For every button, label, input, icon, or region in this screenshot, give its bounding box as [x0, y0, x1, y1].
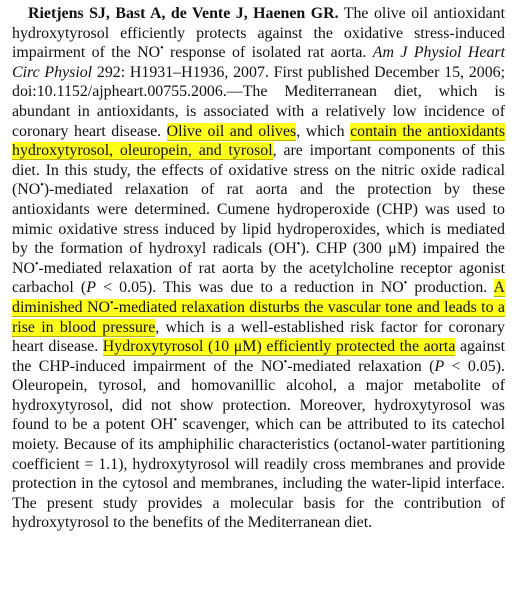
body-text-3: , are important components of this diet. In this study, the effects of oxidative stress on the nitric oxide radical (NO	[12, 142, 505, 199]
body-text-7: < 0.05). This was due to a reduction in NO	[95, 279, 404, 297]
abstract-paragraph	[12, 4, 505, 533]
body-text-4: )-mediated relaxation of rat aorta and the protection by these antioxidants were determined. Cumene hydroperoxide (CHP) was used to mimic oxidative stress induced by lipid hydroperoxides, which is mediated by the formation of hydroxyl radicals (OH	[12, 181, 505, 258]
radical-dot: •	[173, 415, 178, 427]
radical-dot: •	[34, 258, 39, 270]
citation-title-a: The olive oil antioxidant hydroxytyrosol efficiently protects against the oxidative stress-induced impairment of the NO	[12, 5, 505, 62]
body-text-5: ). CHP (300 μM) impaired the NO	[12, 240, 505, 277]
p-value-letter: P	[86, 279, 96, 297]
radical-dot: •	[109, 297, 114, 309]
body-text-8: production.	[407, 279, 494, 297]
radical-dot: •	[296, 239, 301, 251]
body-text-11: -mediated relaxation (	[287, 357, 435, 375]
radical-dot: •	[40, 180, 44, 192]
radical-dot: •	[160, 43, 164, 55]
p-value-letter: P	[434, 357, 445, 375]
body-text-1: The Mediterranean diet, which is abundant in antioxidants, is associated with a relatively low incidence of coronary heart disease.	[12, 83, 505, 140]
highlight-hydroxytyrosol: Hydroxytyrosol (10 μM) efficiently protected the aorta	[102, 338, 456, 356]
citation-journal: Am J Physiol Heart Circ Physiol	[12, 44, 505, 81]
highlight-relaxation-b: -mediated relaxation disturbs the vascular tone and leads to a rise in blood pressure	[12, 298, 505, 336]
radical-dot: •	[403, 278, 408, 290]
highlight-antioxidants: contain the antioxidants hydroxytyrosol, oleuropein, and tyrosol	[12, 122, 506, 160]
highlight-relaxation-a: A diminished NO	[12, 279, 505, 316]
body-text-9: , which is a well-established risk factor for coronary heart disease.	[12, 318, 505, 356]
body-text-13: scavenger, which can be attributed to its catechol moiety. Because of its amphiphilic characteristics (octanol-water partitioning coefficient = 1.1), hydroxytyrosol will readily cross membranes and provide protection in the cytosol and membranes, including the water-lipid interface. The present study provides a molecular basis for the contribution of hydroxytyrosol to the benefits of the Mediterranean diet.	[12, 416, 505, 532]
citation-title-b: response of isolated rat aorta.	[163, 44, 373, 62]
body-text-2: , which	[296, 122, 351, 140]
body-text-12: < 0.05). Oleuropein, tyrosol, and homovanillic alcohol, a major metabolite of hydroxytyrosol, did not show protection. Moreover, hydroxytyrosol was found to be a potent OH	[12, 357, 505, 434]
citation-details: 292: H1931–H1936, 2007. First published December 15, 2006; doi:10.1152/ajpheart.00755.2006.—	[12, 63, 505, 101]
highlight-olive-oil: Olive oil and olives	[166, 122, 297, 140]
radical-dot: •	[283, 356, 288, 368]
body-text-6: -mediated relaxation of rat aorta by the acetylcholine receptor agonist carbachol (	[12, 259, 505, 297]
body-text-10: against the CHP-induced impairment of the NO	[12, 338, 505, 375]
citation-authors: Rietjens SJ, Bast A, de Vente J, Haenen GR.	[28, 5, 339, 22]
